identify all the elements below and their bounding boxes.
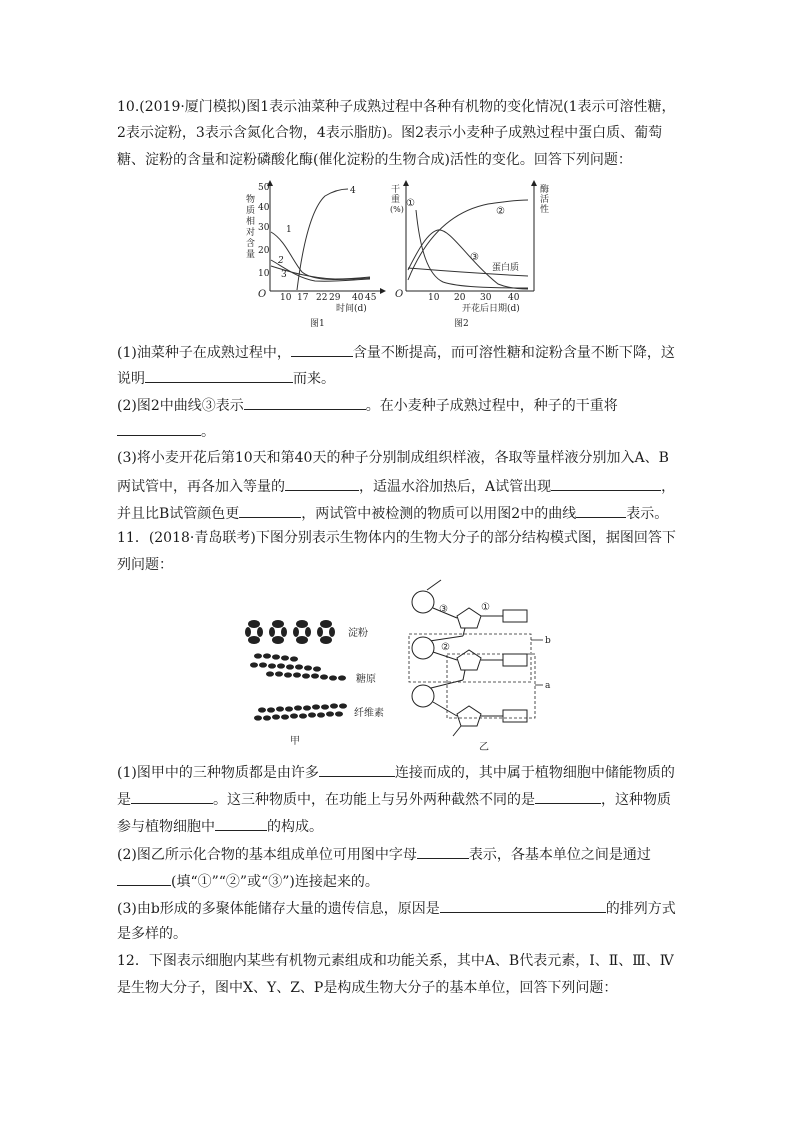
label-glycogen: 糖原	[356, 674, 376, 685]
base-rect	[503, 710, 527, 722]
fig2-xtick: 10	[428, 293, 440, 303]
fig1-origin: O	[258, 289, 267, 300]
svg-text:酶: 酶	[540, 185, 550, 195]
label-circled-3: ③	[439, 604, 448, 615]
fig1-curve-label: 3	[281, 270, 287, 280]
answer-blank[interactable]	[215, 816, 267, 831]
q11-part2-line2: (填“①”“②”或“③”)连接起来的。	[117, 871, 379, 891]
fig1-ytick: 20	[258, 246, 270, 256]
label-circled-2: ②	[441, 642, 450, 653]
q11-part1-line2: 是 。这三种物质中，在功能上与另外两种截然不同的是 ，这种物质	[117, 789, 671, 809]
q11-part1-line3: 参与植物细胞中 的构成。	[117, 816, 323, 836]
q11-stem-line1: 11．(2018·青岛联考)下图分别表示生物体内的生物大分子的部分结构模式图，据图回答下	[117, 530, 676, 546]
base-rect	[503, 610, 527, 622]
answer-blank[interactable]	[244, 395, 366, 410]
answer-blank[interactable]	[319, 762, 395, 777]
answer-blank[interactable]	[131, 789, 213, 804]
q10-part1-line1: (1)油菜种子在成熟过程中， 含量不断提高，而可溶性糖和淀粉含量不断下降，这	[117, 342, 675, 362]
base-rect	[503, 654, 527, 666]
q10-stem-line2: 2表示淀粉，3表示含氮化合物，4表示脂肪)。图2表示小麦种子成熟过程中蛋白质、葡萄	[117, 125, 663, 141]
fig1-xtick: 45	[365, 293, 377, 303]
answer-blank[interactable]	[291, 342, 353, 357]
label-b: b	[545, 636, 551, 646]
q10-part2-line1: (2)图2中曲线③表示 。在小麦种子成熟过程中，种子的干重将	[117, 395, 618, 415]
q11-part2-line1: (2)图乙所示化合物的基本组成单位可用图中字母 表示，各基本单位之间是通过	[117, 844, 651, 864]
phosphate-circle	[412, 637, 434, 659]
fig2-xtick: 30	[480, 293, 492, 303]
label-starch: 淀粉	[348, 628, 368, 639]
answer-blank[interactable]	[551, 476, 661, 491]
figure-jia-polysaccharides	[240, 610, 390, 750]
fig1-xtick: 22	[316, 293, 328, 303]
answer-blank[interactable]	[285, 476, 359, 491]
q10-part3-line2: 两试管中，再各加入等量的 ，适温水浴加热后，A试管出现 ，	[117, 476, 675, 496]
fig1-ylabel-1: 物	[246, 195, 256, 205]
fig1-curve-label: 2	[278, 256, 284, 266]
label-circled-1: ①	[481, 602, 490, 613]
fig2-curve-label: ①	[406, 198, 415, 209]
q10-part1-line2: 说明 而来。	[117, 368, 335, 388]
q10-stem-line1: 10.(2019·厦门模拟)图1表示油菜种子成熟过程中各种有机物的变化情况(1表示可溶性糖，	[117, 99, 676, 115]
q11-stem-line2: 列问题：	[117, 557, 173, 573]
svg-text:质: 质	[246, 206, 256, 216]
phosphate-circle	[412, 685, 434, 707]
fig-jia-caption: 甲	[290, 736, 300, 747]
fig1-ytick: 50	[258, 183, 270, 193]
fig1-xtick: 10	[280, 293, 292, 303]
fig2-curve-label: ②	[496, 206, 505, 217]
svg-text:重: 重	[391, 195, 401, 205]
fig1-xtick: 17	[297, 293, 309, 303]
answer-blank[interactable]	[440, 898, 606, 913]
fig1-ytick: 10	[258, 269, 270, 279]
figure-1-graph	[240, 180, 390, 330]
svg-text:含: 含	[246, 239, 256, 249]
fig2-curve-1	[416, 210, 528, 288]
figure-2-graph	[388, 180, 560, 330]
fig-yi-caption: 乙	[479, 742, 489, 753]
q11-part1-line1: (1)图甲中的三种物质都是由许多 连接而成的，其中属于植物细胞中储能物质的	[117, 762, 675, 782]
fig2-ylabel-right: 性	[540, 205, 550, 215]
answer-blank[interactable]	[576, 503, 626, 518]
glycogen-chain	[250, 653, 346, 680]
fig2-origin: O	[395, 289, 404, 300]
fig2-xtick: 40	[508, 293, 520, 303]
figure-yi-nucleotide-chain	[405, 578, 565, 754]
q11-part3-line2: 是多样的。	[117, 926, 187, 942]
q10-part3-line1: (3)将小麦开花后第10天和第40天的种子分别制成组织样液，各取等量样液分别加入A、B	[117, 450, 669, 466]
pentose	[457, 608, 481, 628]
q10-part3-line3: 并且比B试管颜色更 ，两试管中被检测的物质可以用图2中的曲线 表示。	[117, 503, 668, 523]
answer-blank[interactable]	[535, 789, 601, 804]
fig2-curve-label: ③	[470, 252, 479, 263]
q10-stem-line3: 糖、淀粉的含量和淀粉磷酸化酶(催化淀粉的生物合成)活性的变化。回答下列问题：	[117, 152, 632, 168]
svg-text:量: 量	[246, 250, 256, 260]
cellulose-chain	[254, 703, 347, 720]
fig1-ytick: 30	[258, 223, 270, 233]
answer-blank[interactable]	[417, 844, 469, 859]
pentose	[457, 706, 481, 726]
svg-text:活: 活	[540, 195, 550, 205]
fig1-ytick: 40	[258, 203, 270, 213]
fig1-xtick: 40	[352, 293, 364, 303]
fig2-curve-label: 蛋白质	[492, 263, 520, 273]
fig2-xlabel: 开花后日期(d)	[462, 304, 520, 314]
fig1-curve-label: 4	[350, 186, 356, 196]
svg-text:干: 干	[391, 185, 401, 195]
label-cellulose: 纤维素	[354, 708, 384, 719]
label-a: a	[545, 681, 551, 691]
pentose	[457, 650, 481, 670]
fig2-caption: 图2	[454, 319, 469, 329]
q12-stem-line2: 是生物大分子，图中X、Y、Z、P是构成生物大分子的基本单位，回答下列问题：	[117, 980, 618, 996]
q12-stem-line1: 12．下图表示细胞内某些有机物元素组成和功能关系，其中A、B代表元素，Ⅰ、Ⅱ、Ⅲ、Ⅳ	[117, 953, 674, 969]
fig1-xlabel: 时间(d)	[336, 304, 367, 314]
starch-chain	[245, 620, 335, 644]
svg-text:相: 相	[246, 217, 256, 227]
answer-blank[interactable]	[145, 368, 293, 383]
answer-blank[interactable]	[117, 871, 171, 886]
phosphate-circle	[412, 591, 434, 613]
fig1-caption: 图1	[310, 319, 325, 329]
fig2-xtick: 20	[454, 293, 466, 303]
answer-blank[interactable]	[117, 421, 201, 436]
svg-text:对: 对	[246, 228, 256, 238]
q11-part3-line1: (3)由b形成的多聚体能储存大量的遗传信息，原因是 的排列方式	[117, 898, 676, 918]
fig1-curve-label: 1	[286, 225, 292, 235]
answer-blank[interactable]	[239, 503, 301, 518]
q10-part2-line2: 。	[117, 421, 215, 441]
fig1-xtick: 29	[329, 293, 341, 303]
fig2-ylabel-left: (%)	[390, 205, 404, 214]
